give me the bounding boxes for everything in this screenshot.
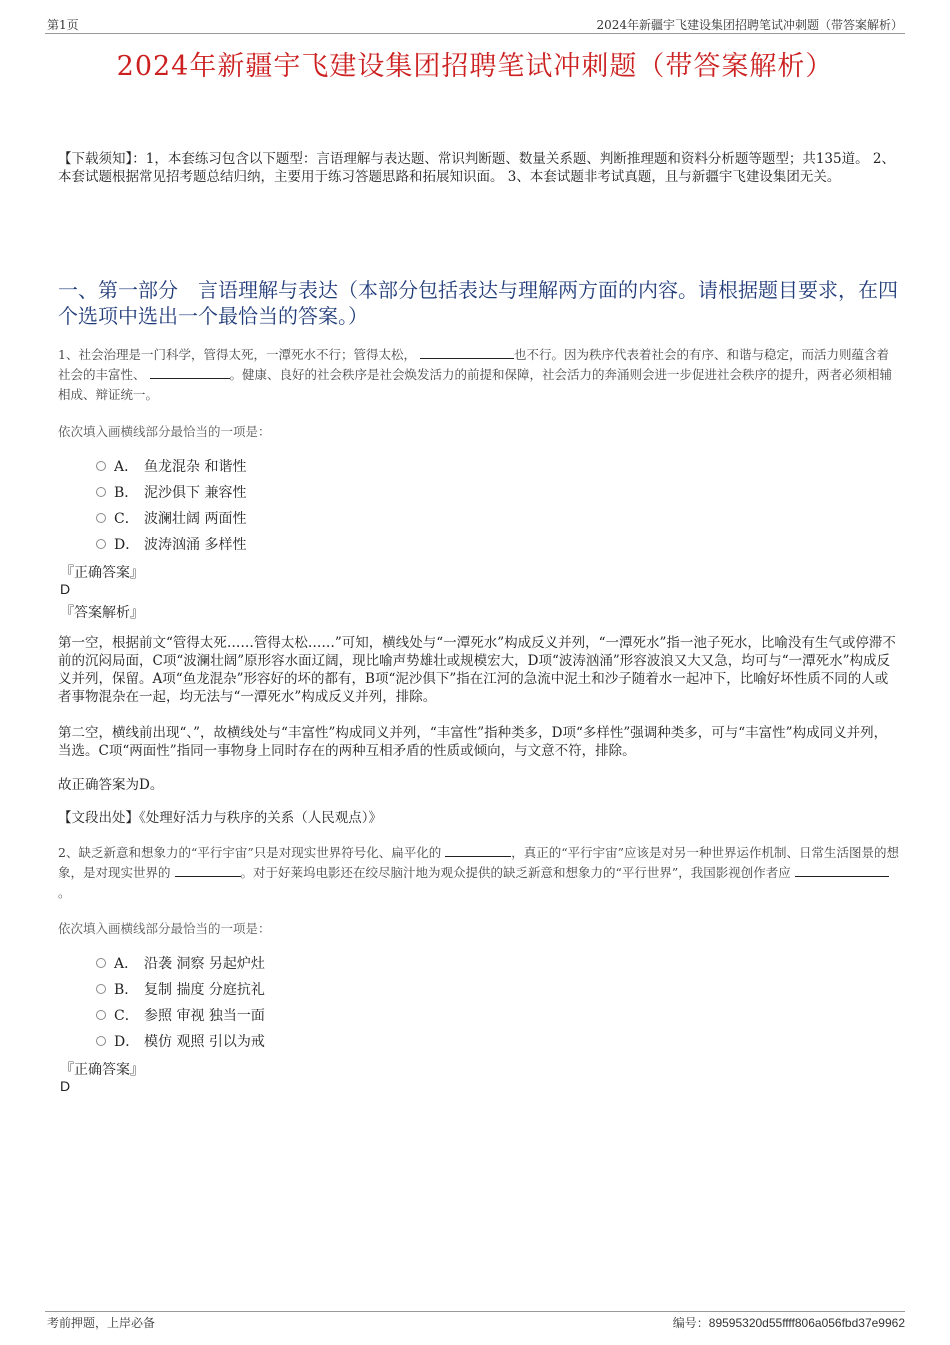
q1-option-a[interactable]: A． 鱼龙混杂 和谐性 [96, 456, 246, 476]
footer-code-label: 编号： [672, 1316, 709, 1330]
q1-text-part-b: 也不行。因为秩序代表着社会的有序、和谐与稳定，而活力则蕴含着社会的丰富性、 [58, 347, 889, 382]
radio-icon[interactable] [96, 1010, 106, 1020]
radio-icon[interactable] [96, 513, 106, 523]
q2-text-part-d: 。 [58, 885, 71, 900]
q1-option-c[interactable]: C． 波澜壮阔 两面性 [96, 508, 246, 528]
radio-icon[interactable] [96, 487, 106, 497]
q2-blank-3 [795, 864, 889, 877]
q1-analysis-conclusion: 故正确答案为D。 [58, 777, 164, 793]
page-header [45, 15, 905, 34]
q2-prompt: 依次填入画横线部分最恰当的一项是： [58, 921, 271, 936]
q2-answer-label: 『正确答案』 [60, 1062, 144, 1078]
q1-blank-1 [420, 346, 514, 359]
q2-text-part-a: 2、缺乏新意和想象力的“平行宇宙”只是对现实世界符号化、扁平化的 [58, 845, 442, 860]
radio-icon[interactable] [96, 461, 106, 471]
question-1-text [58, 345, 900, 405]
radio-icon[interactable] [96, 984, 106, 994]
q2-blank-2 [175, 864, 241, 877]
download-notice: 【下载须知】：1，本套练习包含以下题型：言语理解与表达题、常识判断题、数量关系题、判断推理题和资料分析题等题型；共135道。 2、本套试题根据常见招考题总结归纳，主要用于练习答题思路和拓展知识面。 3、本套试题非考试真题，且与新疆宇飞建设集团无关。 [58, 151, 895, 185]
q1-analysis-paragraph-1: 第一空，根据前文“管得太死……管得太松……”可知，横线处与“一潭死水”构成反义并列，“一潭死水”指一池子死水，比喻没有生气或停滞不前的沉闷局面，C项“波澜壮阔”原形容水面辽阔，现比喻声势雄壮或规模宏大，D项“波涛汹涌”形容波浪又大又急，均可与“一潭死水”构成反义并列，保留。A项“鱼龙混杂”形容好的坏的都有，B项“泥沙俱下”指在江河的急流中泥土和沙子随着水一起冲下，比喻好坏性质不同的人或者事物混杂在一起，均无法与“一潭死水”构成反义并列，排除。 [58, 635, 896, 705]
q2-text-part-c: 。对于好莱坞电影还在绞尽脑汁地为观众提供的缺乏新意和想象力的“平行世界”，我国影视创作者应 [240, 865, 791, 880]
q1-blank-2 [150, 366, 230, 379]
q2-text-part-b: ，真正的“平行宇宙”应该是对另一种世界运作机制、日常生活图景的想象，是对现实世界的 [58, 845, 900, 880]
q2-option-c[interactable]: C． 参照 审视 独当一面 [96, 1005, 265, 1025]
q1-answer-label: 『正确答案』 [60, 565, 144, 581]
q2-blank-1 [445, 844, 511, 857]
header-doc-title: 2024年新疆宇飞建设集团招聘笔试冲刺题（带答案解析） [596, 18, 903, 32]
section-heading: 一、第一部分 言语理解与表达（本部分包括表达与理解两方面的内容。请根据题目要求，在四个选项中选出一个最恰当的答案。） [58, 278, 898, 328]
document-title: 2024年新疆宇飞建设集团招聘笔试冲刺题（带答案解析） [116, 51, 834, 82]
q1-prompt: 依次填入画横线部分最恰当的一项是： [58, 424, 271, 439]
q1-option-b[interactable]: B． 泥沙俱下 兼容性 [96, 482, 246, 502]
q2-option-d[interactable]: D． 模仿 观照 引以为戒 [96, 1031, 265, 1051]
q1-analysis-label: 『答案解析』 [60, 605, 144, 621]
radio-icon[interactable] [96, 958, 106, 968]
q1-text-part-a: 1、社会治理是一门科学，管得太死，一潭死水不行；管得太松， [58, 347, 416, 362]
radio-icon[interactable] [96, 1036, 106, 1046]
footer-slogan: 考前押题，上岸必备 [47, 1316, 156, 1330]
q1-answer: D [60, 581, 71, 597]
q1-text-part-c: 。健康、良好的社会秩序是社会焕发活力的前提和保障，社会活力的奔涌则会进一步促进社会秩序的提升，两者必须相辅相成、辩证统一。 [58, 367, 893, 402]
q2-option-b[interactable]: B． 复制 揣度 分庭抗礼 [96, 979, 265, 999]
q1-option-d[interactable]: D． 波涛汹涌 多样性 [96, 534, 246, 554]
q2-option-a[interactable]: A． 沿袭 洞察 另起炉灶 [96, 953, 265, 973]
radio-icon[interactable] [96, 539, 106, 549]
q1-analysis-paragraph-2: 第二空，横线前出现“、”，故横线处与“丰富性”构成同义并列，“丰富性”指种类多，D项“多样性”强调种类多，可与“丰富性”构成同义并列，当选。C项“两面性”指同一事物身上同时存在的两种互相矛盾的性质或倾向，与文意不符，排除。 [58, 725, 888, 759]
q1-source: 【文段出处】《处理好活力与秩序的关系（人民观点）》 [58, 810, 382, 826]
footer-code-value: 89595320d55ffff806a056fbd37e9962 [708, 1316, 905, 1330]
q2-answer: D [60, 1078, 71, 1094]
question-2-text [58, 843, 900, 903]
page-number: 第1页 [47, 18, 79, 32]
footer-divider [45, 1311, 905, 1312]
footer-code [673, 1314, 905, 1331]
